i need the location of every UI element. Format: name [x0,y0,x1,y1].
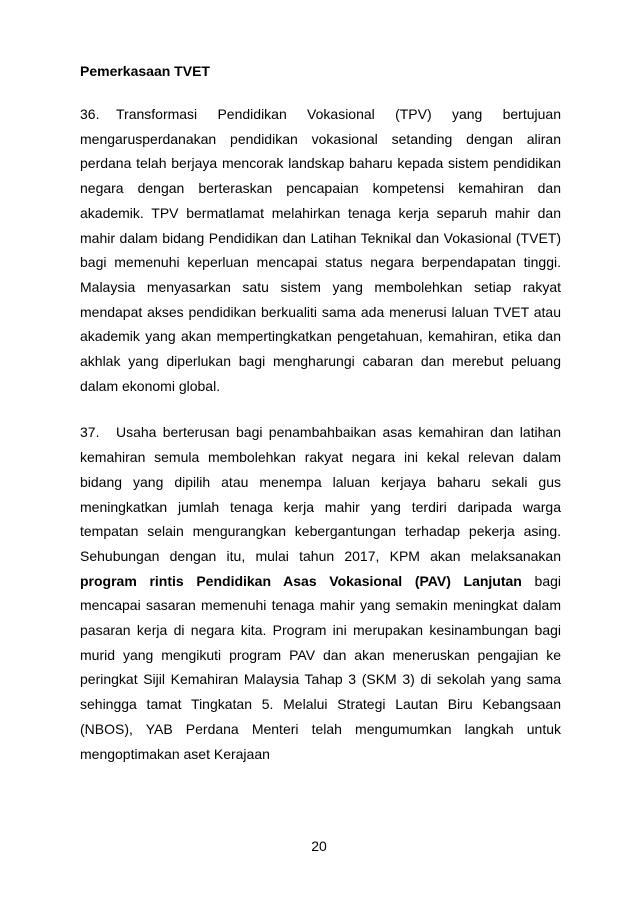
paragraph-text-before: Usaha berterusan bagi penambahbaikan asas kemahiran dan latihan kemahiran semula membolehkan rakyat negara ini kekal relevan dalam bidang yang dipilih atau menempa laluan kerjaya baharu sekali gus meningkatkan jumlah tenaga kerja mahir yang terdiri daripada warga tempatan selain mengurangkan kebergantungan terhadap pekerja asing. Sehubungan dengan itu, mulai tahun 2017, KPM akan melaksanakan [80,424,561,564]
paragraph-text-after: bagi mencapai sasaran memenuhi tenaga mahir yang semakin meningkat dalam pasaran kerja di negara kita. Program ini merupakan kesinambungan bagi murid yang mengikuti program PAV dan akan meneruskan pengajian ke peringkat Sijil Kemahiran Malaysia Tahap 3 (SKM 3) di sekolah yang sama sehingga tamat Tingkatan 5. Melalui Strategi Lautan Biru Kebangsaan (NBOS), YAB Perdana Menteri telah mengumumkan langkah untuk mengoptimakan aset Kerajaan [80,572,561,762]
paragraph-text: Transformasi Pendidikan Vokasional (TPV) yang bertujuan mengarusperdanakan pendidikan vokasional setanding dengan aliran perdana telah berjaya mencorak landskap baharu kepada sistem pendidikan negara dengan berteraskan pencapaian kompetensi kemahiran dan akademik. TPV bermatlamat melahirkan tenaga kerja separuh mahir dan mahir dalam bidang Pendidikan dan Latihan Teknikal dan Vokasional (TVET) bagi memenuhi keperluan mencapai status negara berpendapatan tinggi. Malaysia menyasarkan satu sistem yang membolehkan setiap rakyat mendapat akses pendidikan berkualiti sama ada menerusi laluan TVET atau akademik yang akan mempertingkatkan pengetahuan, kemahiran, etika dan akhlak yang diperlukan bagi mengharungi cabaran dan merebut peluang dalam ekonomi global. [80,106,561,394]
document-page [80,62,561,766]
paragraph-number: 36. [80,106,100,122]
paragraph-37 [80,420,561,766]
paragraph-36 [80,102,561,398]
page-number: 20 [311,838,327,854]
section-heading: Pemerkasaan TVET [80,63,210,79]
paragraph-number: 37. [80,424,100,441]
paragraph-text-bold: program rintis Pendidikan Asas Vokasional (PAV) Lanjutan [80,572,522,589]
